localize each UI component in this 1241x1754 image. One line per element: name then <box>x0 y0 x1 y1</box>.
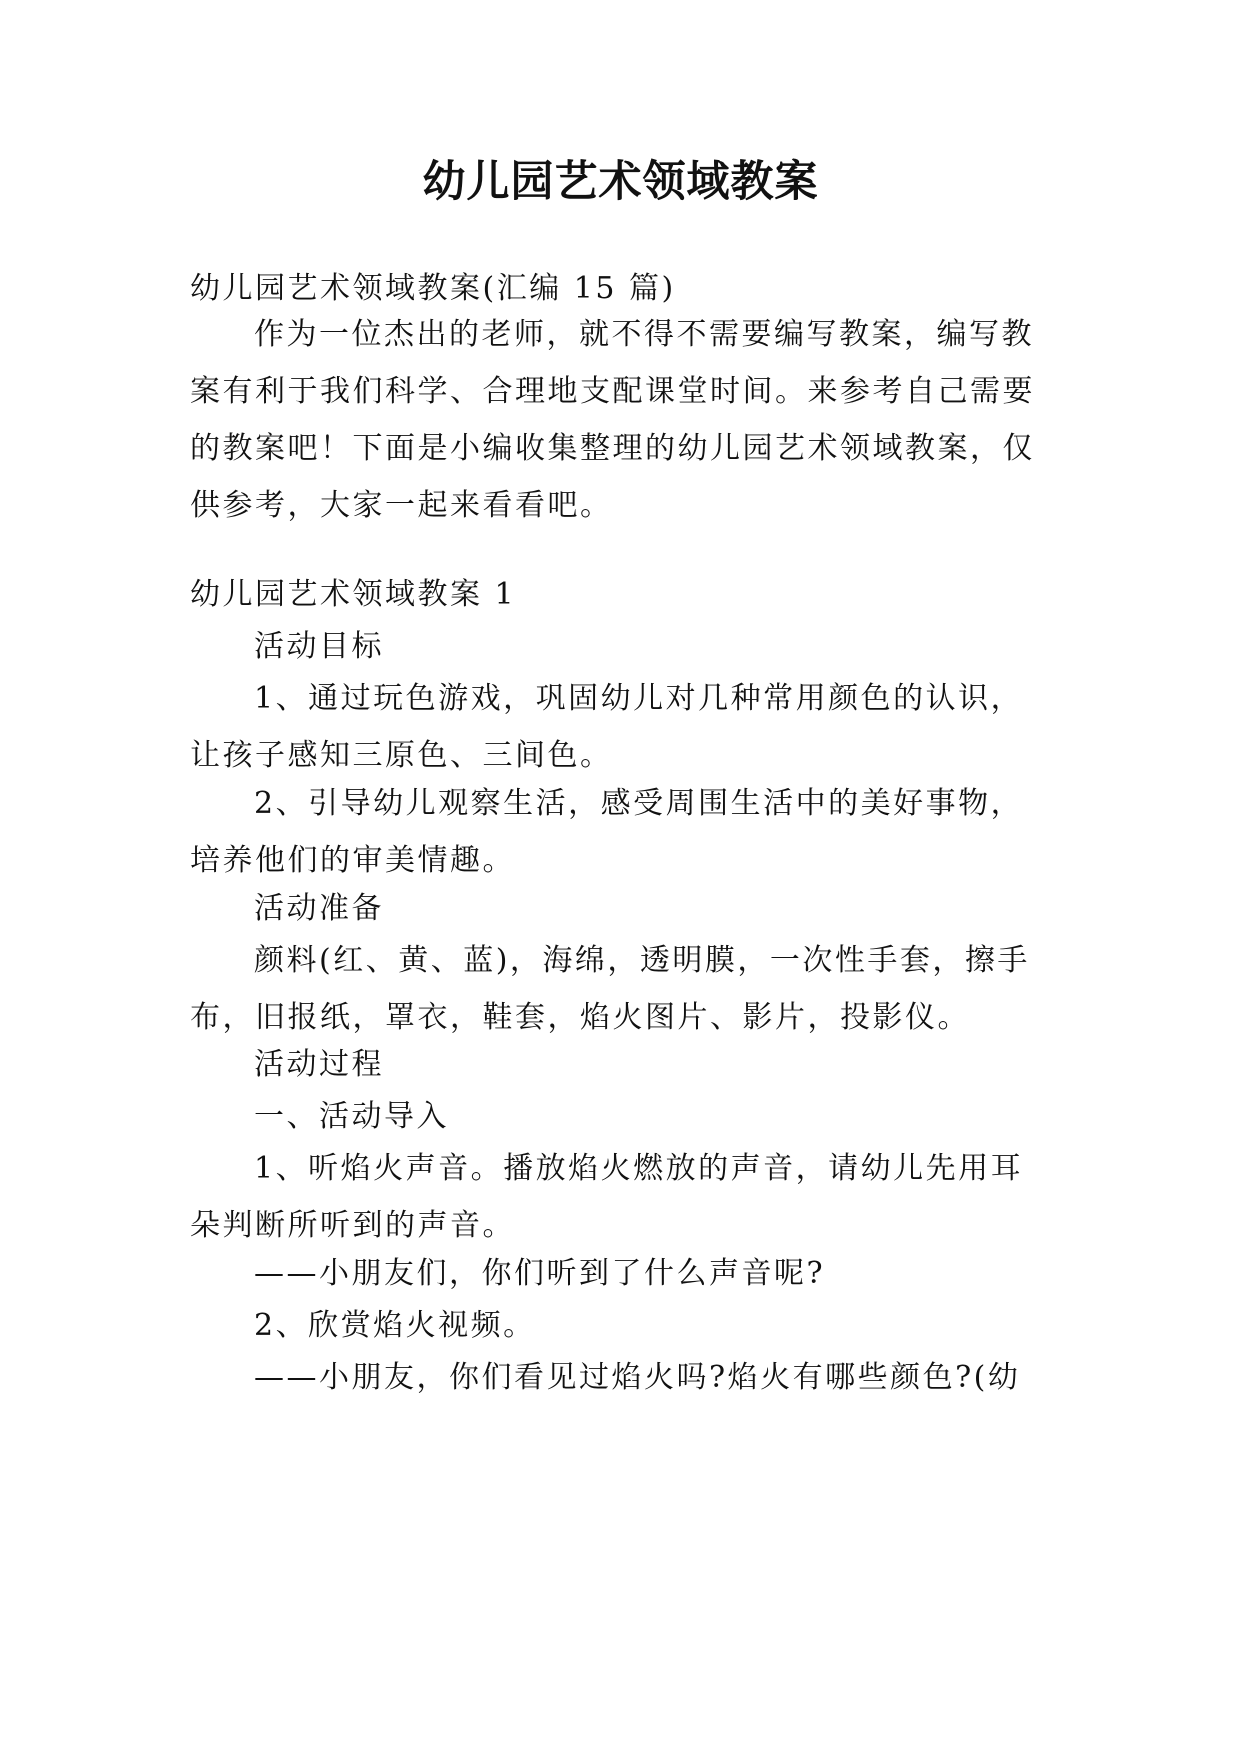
dialog-line-2: ——小朋友，你们看见过焰火吗?焰火有哪些颜色?(幼 <box>254 1360 1021 1395</box>
prep-paragraph: 颜料(红、黄、蓝)，海绵，透明膜，一次性手套，擦手布，旧报纸，罩衣，鞋套，焰火图片、影片，投影仪。 <box>190 943 1030 1035</box>
step-item-2: 2、欣赏焰火视频。 <box>254 1308 536 1343</box>
intro-paragraph: 作为一位杰出的老师，就不得不需要编写教案，编写教案有利于我们科学、合理地支配课堂时间。来参考自己需要的教案吧！下面是小编收集整理的幼儿园艺术领域教案，仅供参考，大家一起来看看吧。 <box>190 317 1035 523</box>
goal-item-2: 2、引导幼儿观察生活，感受周围生活中的美好事物，培养他们的审美情趣。 <box>190 786 1024 878</box>
process-heading: 活动过程 <box>254 1047 384 1082</box>
step-heading: 一、活动导入 <box>254 1099 449 1134</box>
prep-heading: 活动准备 <box>254 891 384 926</box>
document-subtitle: 幼儿园艺术领域教案(汇编 15 篇) <box>190 271 676 306</box>
goal-item-1: 1、通过玩色游戏，巩固幼儿对几种常用颜色的认识，让孩子感知三原色、三间色。 <box>190 681 1024 773</box>
dialog-line-1: ——小朋友们，你们听到了什么声音呢? <box>254 1256 826 1291</box>
step-item-1: 1、听焰火声音。播放焰火燃放的声音，请幼儿先用耳朵判断所听到的声音。 <box>190 1151 1024 1243</box>
goal-heading: 活动目标 <box>254 629 384 664</box>
document-title: 幼儿园艺术领域教案 <box>422 157 819 207</box>
section-title: 幼儿园艺术领域教案 1 <box>190 577 517 612</box>
